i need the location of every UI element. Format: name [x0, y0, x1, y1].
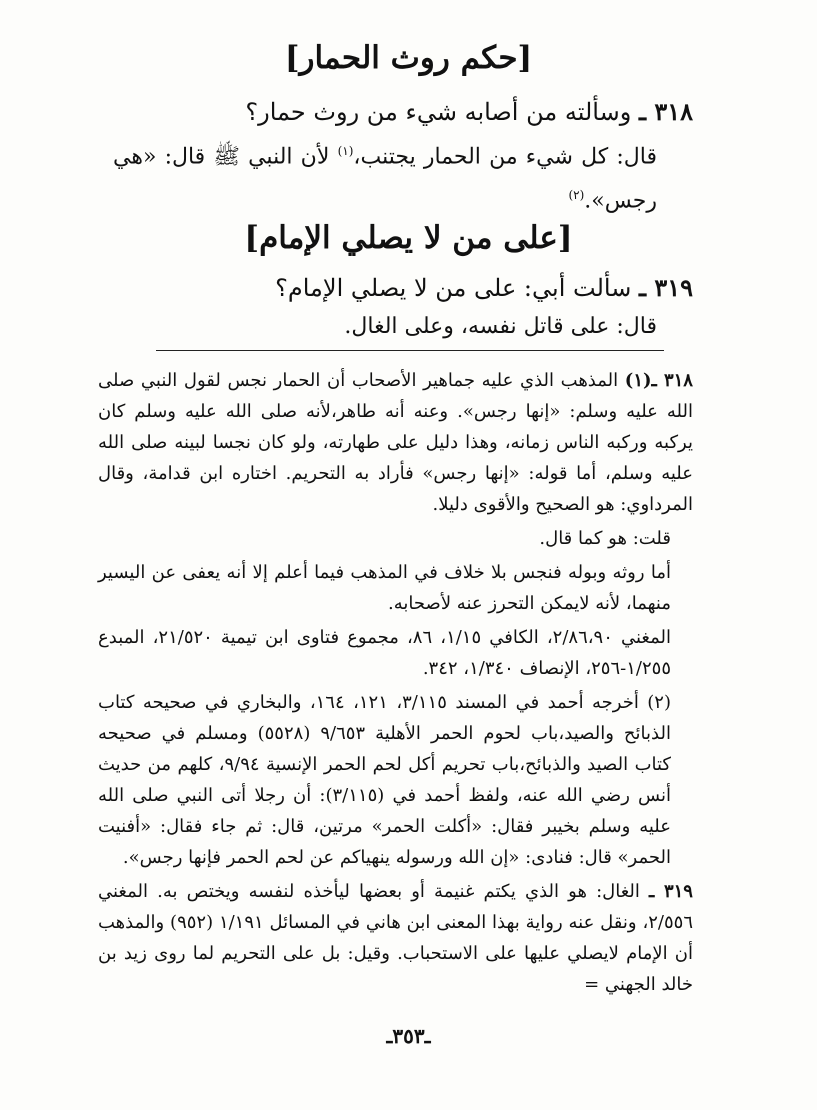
- footnote-319-label: ٣١٩ ـ: [649, 881, 693, 902]
- section-heading-imam-prayer: [على من لا يصلي الإمام]: [244, 220, 573, 256]
- footnote-318-1-dung: أما روثه وبوله فنجس بلا خلاف في المذهب فيما أعلم إلا أنه يعفى عن اليسير منهما، لأنه لايمكن التحرز عنه لأصحابه.: [98, 562, 671, 614]
- question-318-text: [113, 92, 693, 132]
- question-319-number: ٣١٩ ـ: [638, 273, 693, 302]
- footnote-318-1-comment: قلت: هو كما قال.: [539, 528, 671, 549]
- question-319-question: سألت أبي: على من لا يصلي الإمام؟: [275, 274, 632, 302]
- footnote-318-1-body: المذهب الذي عليه جماهير الأصحاب أن الحمار نجس لقول النبي صلى الله عليه وسلم: «إنها رجس». وعنه أنه طاهر،لأنه صلى الله عليه وسلم كان يركبه وركبه الناس زمانه، وهذا دليل على طهارته، ولو كان نجسا لبينه صلى الله عليه وسلم، أما قوله: «إنها رجس» فأراد به التحريم. اختاره ابن قدامة، وقال المرداوي: هو الصحيح والأقوى دليلا.: [98, 370, 693, 515]
- question-318-number: ٣١٨ ـ: [638, 97, 693, 126]
- question-318: [113, 92, 693, 221]
- answer-318-part-b: لأن النبي ﷺ قال: «هي رجس».: [113, 144, 657, 214]
- question-319-text: [113, 268, 693, 308]
- question-319: [113, 268, 693, 346]
- answer-318-part-a: قال: كل شيء من الحمار يجتنب،: [353, 144, 657, 170]
- footnote-ref-2[interactable]: (٢): [568, 188, 585, 203]
- footnote-318-1-label: ٣١٨ ـ(١): [624, 370, 693, 391]
- section-heading-donkey-dung: [حكم روث الحمار]: [284, 40, 533, 76]
- footnote-318-2: (٢) أخرجه أحمد في المسند ٣/١١٥، ١٢١، ١٦٤، والبخاري في صحيحه كتاب الذبائح والصيد،باب لحوم الحمر الأهلية ٩/٦٥٣ (٥٥٢٨) ومسلم في صحيحه كتاب الصيد والذبائح،باب تحريم أكل لحم الحمر الإنسية ٩/٩٤، كلهم من حديث أنس رضي الله عنه، ولفظ أحمد في (٣/١١٥): أن رجلا أتى النبي صلى الله عليه وسلم بخيبر فقال: «أكلت الحمر» مرتين، قال: ثم جاء فقال: «أفنيت الحمر» قال: فنادى: «إن الله ورسوله ينهياكم عن لحم الحمر فإنها رجس».: [98, 692, 672, 868]
- footnote-318-1-refs: المغني ٢/٨٦،٩٠، الكافي ١/١٥، ٨٦، مجموع فتاوى ابن تيمية ٢١/٥٢٠، المبدع ١/٢٥٥-٢٥٦، الإنصاف ١/٣٤٠، ٣٤٢.: [98, 627, 672, 679]
- footnote-318-1: [98, 365, 693, 520]
- footnote-319: [98, 876, 693, 1000]
- question-318-question: وسألته من أصابه شيء من روث حمار؟: [245, 98, 632, 126]
- question-319-answer: قال: على قاتل نفسه، وعلى الغال.: [344, 314, 657, 339]
- footnote-divider: [156, 350, 664, 351]
- page-number: ـ٣٥٣ـ: [386, 1024, 431, 1048]
- question-318-answer: [113, 132, 693, 221]
- footnotes: [98, 365, 693, 1003]
- footnote-319-body: الغال: هو الذي يكتم غنيمة أو بعضها ليأخذه لنفسه ويختص به. المغني ٢/٥٥٦، ونقل عنه رواية بهذا المعنى ابن هاني في المسائل ١/١٩١ (٩٥٢) والمذهب أن الإمام لايصلي عليها على الاستحباب. وقيل: بل على التحريم لما روى زيد بن خالد الجهني =: [98, 881, 694, 995]
- footnote-ref-1[interactable]: (١): [337, 144, 354, 158]
